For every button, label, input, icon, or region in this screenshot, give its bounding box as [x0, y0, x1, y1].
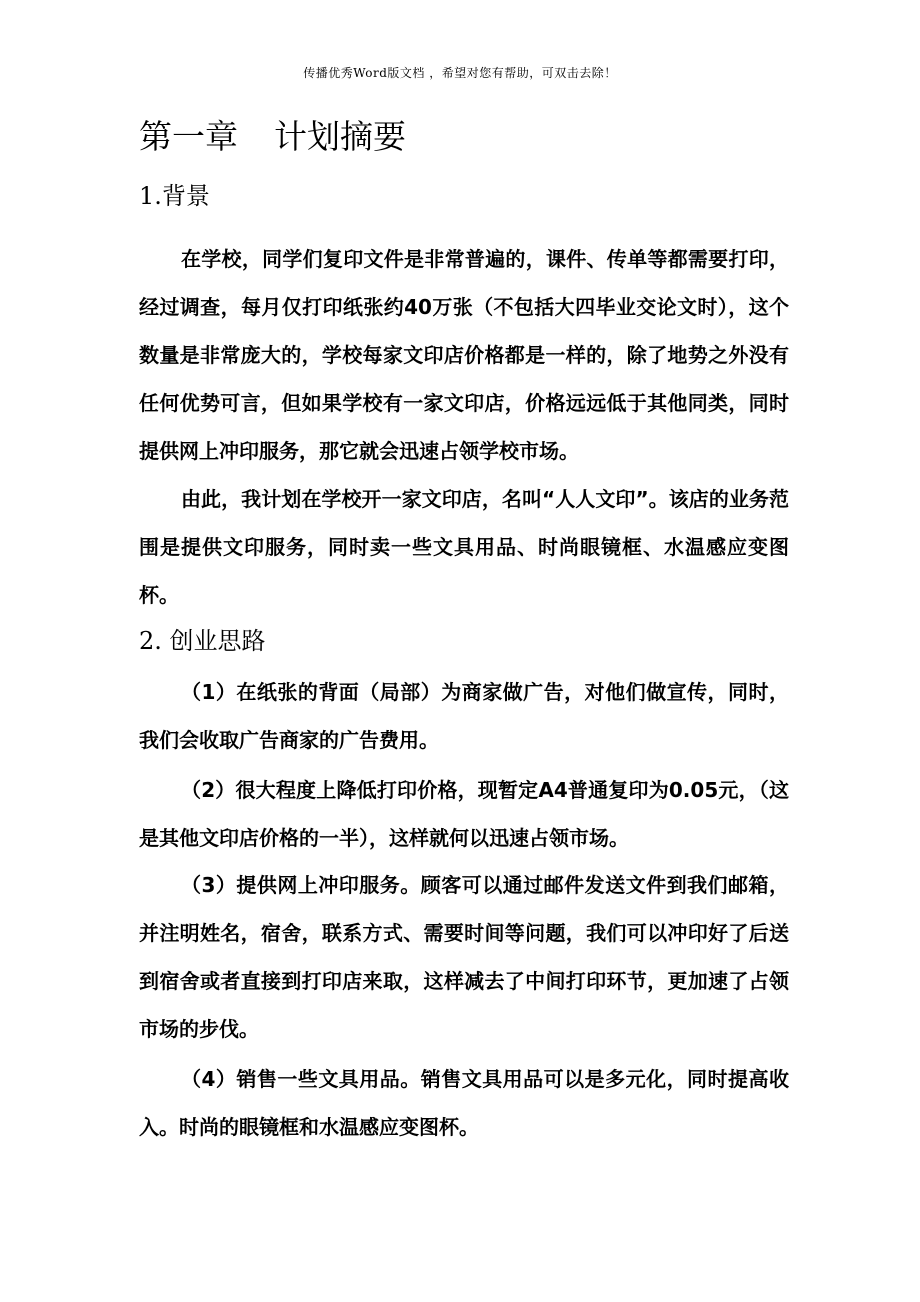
chapter-number: 第一章 — [139, 117, 238, 156]
paragraph-background-1: 在学校，同学们复印文件是非常普遍的，课件、传单等都需要打印，经过调查，每月仅打印纸张约40万张（不包括大四毕业交论文时），这个数量是非常庞大的，学校每家文印店价格都是一样的，除了地势之外没有任何优势可言，但如果学校有一家文印店，价格远远低于其他同类，同时提供网上冲印服务，那它就会迅速占领学校市场。 — [139, 247, 789, 463]
paragraph-idea-3: （3）提供网上冲印服务。顾客可以通过邮件发送文件到我们邮箱，并注明姓名，宿舍，联系方式、需要时间等问题，我们可以冲印好了后送到宿舍或者直接到打印店来取，这样减去了中间打印环节，更加速了占领市场的步伐。 — [139, 873, 789, 1041]
section-heading-background: 1.背景 — [139, 182, 210, 210]
chapter-name: 计划摘要 — [274, 117, 406, 156]
header-note: 传播优秀Word版文档 ，希望对您有帮助，可双击去除！ — [303, 66, 617, 80]
section-heading-startup-idea: 2. 创业思路 — [139, 627, 266, 655]
paragraph-idea-2: （2）很大程度上降低打印价格，现暂定A4普通复印为0.05元，（这是其他文印店价格的一半），这样就何以迅速占领市场。 — [139, 778, 789, 850]
paragraph-idea-4: （4）销售一些文具用品。销售文具用品可以是多元化，同时提高收入。时尚的眼镜框和水温感应变图杯。 — [139, 1067, 789, 1139]
chapter-title — [139, 114, 406, 160]
paragraph-idea-1: （1）在纸张的背面（局部）为商家做广告，对他们做宣传，同时，我们会收取广告商家的广告费用。 — [139, 680, 789, 752]
paragraph-background-2: 由此，我计划在学校开一家文印店，名叫“人人文印”。该店的业务范围是提供文印服务，同时卖一些文具用品、时尚眼镜框、水温感应变图杯。 — [139, 487, 789, 607]
